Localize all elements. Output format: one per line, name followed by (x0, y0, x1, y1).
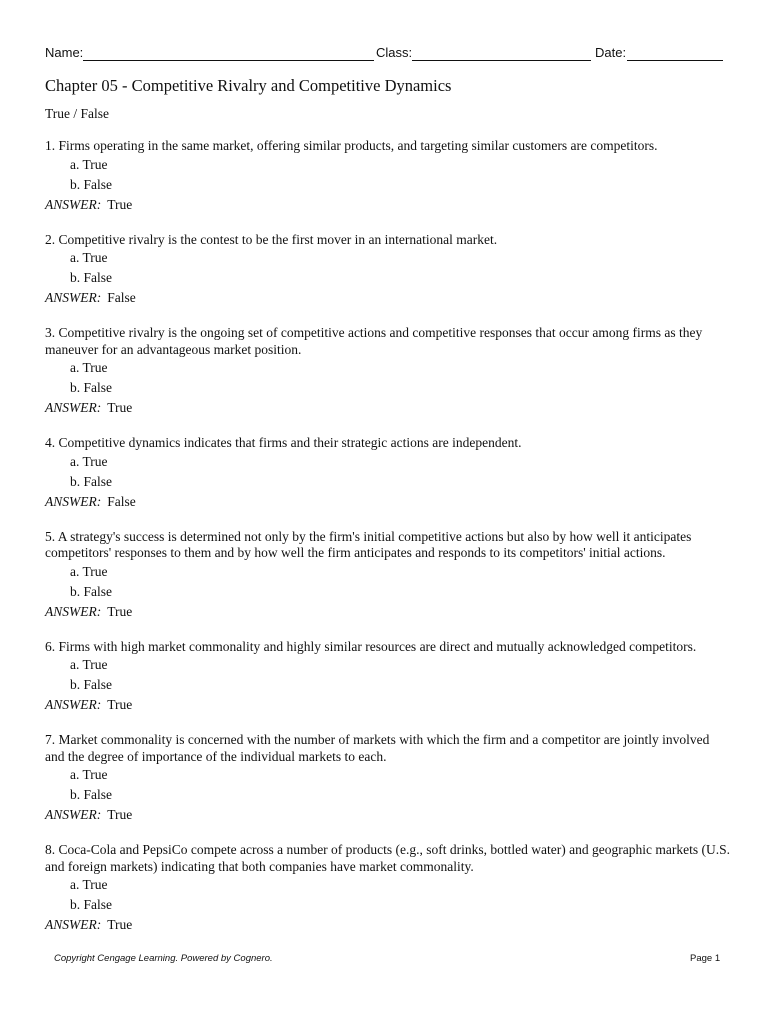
answer-label: ANSWER: (45, 697, 102, 712)
answer-label: ANSWER: (45, 196, 102, 212)
question-text: 2. Competitive rivalry is the contest to be the first mover in an international market. (45, 231, 498, 247)
answer-option: b. False (70, 270, 112, 285)
answer-option: a. True (70, 453, 108, 469)
chapter-title: Chapter 05 - Competitive Rivalry and Competitive Dynamics (45, 76, 452, 95)
answer-value: True (107, 697, 133, 712)
student-info-header (45, 44, 725, 64)
answer-option: b. False (70, 380, 112, 395)
answer-label: ANSWER: (45, 807, 102, 822)
question-item (45, 732, 730, 825)
answer-line (45, 398, 730, 418)
answer-value: False (107, 493, 136, 509)
name-label: Name: (45, 45, 84, 60)
answer-label: ANSWER: (45, 290, 102, 305)
footer-copyright: Copyright Cengage Learning. Powered by Cognero. (54, 953, 273, 964)
question-item (45, 842, 730, 935)
answer-option: b. False (70, 473, 112, 489)
answer-value: False (107, 290, 136, 305)
class-label: Class: (376, 45, 413, 60)
answer-line (45, 195, 730, 215)
answer-value: True (107, 603, 133, 619)
question-text: 5. A strategy's success is determined not only by the firm's initial competitive actions but also by how well it anticipates competitors' responses to them and by how well the firm anticipates and responds to its competitors' initial actions. (45, 528, 692, 560)
answer-value: True (107, 196, 133, 212)
answer-line (45, 288, 730, 308)
question-item (45, 138, 730, 215)
answer-option: a. True (70, 250, 108, 265)
answer-line (45, 695, 730, 715)
footer-page-number: Page 1 (690, 953, 721, 964)
question-text: 1. Firms operating in the same market, offering similar products, and targeting similar customers are competitors. (45, 138, 658, 153)
date-field-line[interactable] (627, 60, 723, 61)
answer-option: a. True (70, 767, 108, 782)
question-item (45, 529, 730, 622)
question-item (45, 232, 730, 309)
answer-option: b. False (70, 787, 112, 802)
answer-option: a. True (70, 657, 108, 672)
answer-option: b. False (70, 897, 112, 912)
answer-value: True (107, 807, 133, 822)
class-field-line[interactable] (412, 60, 591, 61)
question-text: 7. Market commonality is concerned with the number of markets with which the firm and a competitor are jointly involved and the degree of importance of the individual markets to each. (45, 732, 710, 764)
question-list (45, 138, 730, 952)
section-heading: True / False (45, 106, 110, 121)
answer-option: a. True (70, 877, 108, 892)
answer-option: a. True (70, 360, 108, 375)
question-item (45, 639, 730, 716)
answer-line (45, 805, 730, 825)
answer-label: ANSWER: (45, 603, 102, 619)
question-text: 6. Firms with high market commonality and highly similar resources are direct and mutually acknowledged competitors. (45, 638, 697, 654)
answer-option: b. False (70, 583, 112, 599)
answer-line (45, 492, 730, 512)
answer-value: True (107, 917, 133, 932)
question-text: 4. Competitive dynamics indicates that firms and their strategic actions are independent. (45, 435, 522, 450)
name-field-line[interactable] (83, 60, 374, 61)
answer-value: True (107, 400, 133, 415)
answer-label: ANSWER: (45, 493, 102, 509)
answer-option: b. False (70, 176, 112, 192)
answer-line (45, 602, 730, 622)
answer-label: ANSWER: (45, 917, 102, 932)
date-label: Date: (595, 45, 627, 60)
answer-option: a. True (70, 563, 108, 579)
answer-option: b. False (70, 677, 112, 692)
question-text: 3. Competitive rivalry is the ongoing set of competitive actions and competitive responses that occur among firms as they maneuver for an advantageous market position. (45, 325, 703, 357)
question-text: 8. Coca-Cola and PepsiCo compete across a number of products (e.g., soft drinks, bottled water) and geographic markets (U.S. and foreign markets) indicating that both companies have market commonality. (45, 842, 730, 874)
answer-option: a. True (70, 156, 108, 172)
question-item (45, 435, 730, 512)
answer-label: ANSWER: (45, 400, 102, 415)
answer-line (45, 915, 730, 935)
question-item (45, 325, 730, 418)
